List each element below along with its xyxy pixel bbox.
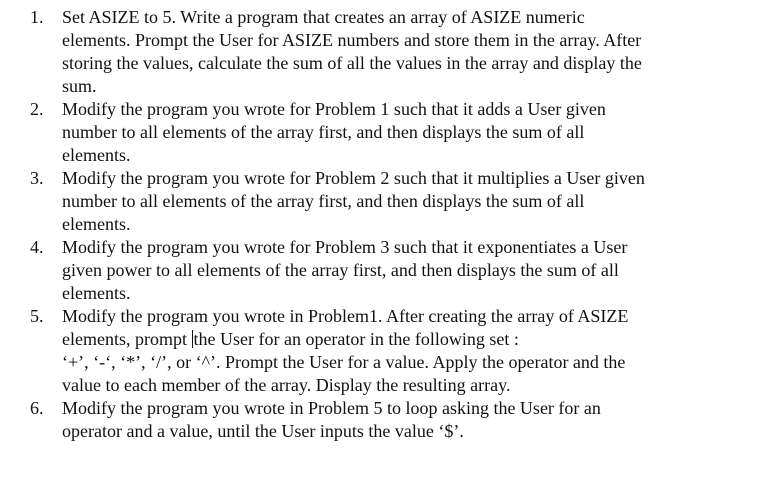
problem-number: 1. — [30, 7, 44, 27]
problem-text — [62, 98, 731, 167]
problem-text — [62, 305, 731, 397]
problem-list — [0, 6, 759, 443]
problem-text — [62, 236, 731, 305]
text-line: elements. — [62, 214, 131, 234]
problem-text — [62, 6, 731, 98]
problem-number: 5. — [30, 306, 44, 326]
problem-number: 6. — [30, 398, 44, 418]
problem-number: 3. — [30, 168, 44, 188]
text-line: Modify the program you wrote for Problem 2 such that it multiplies a User given — [62, 168, 645, 188]
text-line: ‘+’, ‘-‘, ‘*’, ‘/’, or ‘^’. Prompt the User for a value. Apply the operator and the — [62, 352, 626, 372]
document-page — [0, 6, 759, 443]
text-line: elements. — [62, 283, 131, 303]
text-line: elements. Prompt the User for ASIZE numbers and store them in the array. After — [62, 30, 642, 50]
problem-number: 4. — [30, 237, 44, 257]
text-line: number to all elements of the array first, and then displays the sum of all — [62, 122, 585, 142]
text-line: Modify the program you wrote for Problem 3 such that it exponentiates a User — [62, 237, 628, 257]
text-line: operator and a value, until the User inputs the value ‘$’. — [62, 421, 464, 441]
problem-number: 2. — [30, 99, 44, 119]
problem-text — [62, 397, 731, 443]
text-line: value to each member of the array. Display the resulting array. — [62, 375, 511, 395]
problem-item-5 — [0, 305, 759, 397]
problem-item-3 — [0, 167, 759, 236]
text-segment: the User for an operator in the following set : — [193, 329, 519, 349]
text-line: storing the values, calculate the sum of all the values in the array and display the — [62, 53, 642, 73]
text-line: number to all elements of the array first, and then displays the sum of all — [62, 191, 585, 211]
text-line: Modify the program you wrote for Problem 1 such that it adds a User given — [62, 99, 606, 119]
text-line: Modify the program you wrote in Problem 5 to loop asking the User for an — [62, 398, 601, 418]
text-line: given power to all elements of the array first, and then displays the sum of all — [62, 260, 619, 280]
text-line: Modify the program you wrote in Problem1. After creating the array of ASIZE — [62, 306, 629, 326]
text-line: elements. — [62, 145, 131, 165]
problem-item-6 — [0, 397, 759, 443]
text-segment: elements, prompt — [62, 329, 187, 349]
problem-text — [62, 167, 731, 236]
problem-item-2 — [0, 98, 759, 167]
text-line: sum. — [62, 76, 97, 96]
text-line: Set ASIZE to 5. Write a program that creates an array of ASIZE numeric — [62, 7, 585, 27]
problem-item-4 — [0, 236, 759, 305]
text-line — [62, 328, 731, 351]
problem-item-1 — [0, 6, 759, 98]
